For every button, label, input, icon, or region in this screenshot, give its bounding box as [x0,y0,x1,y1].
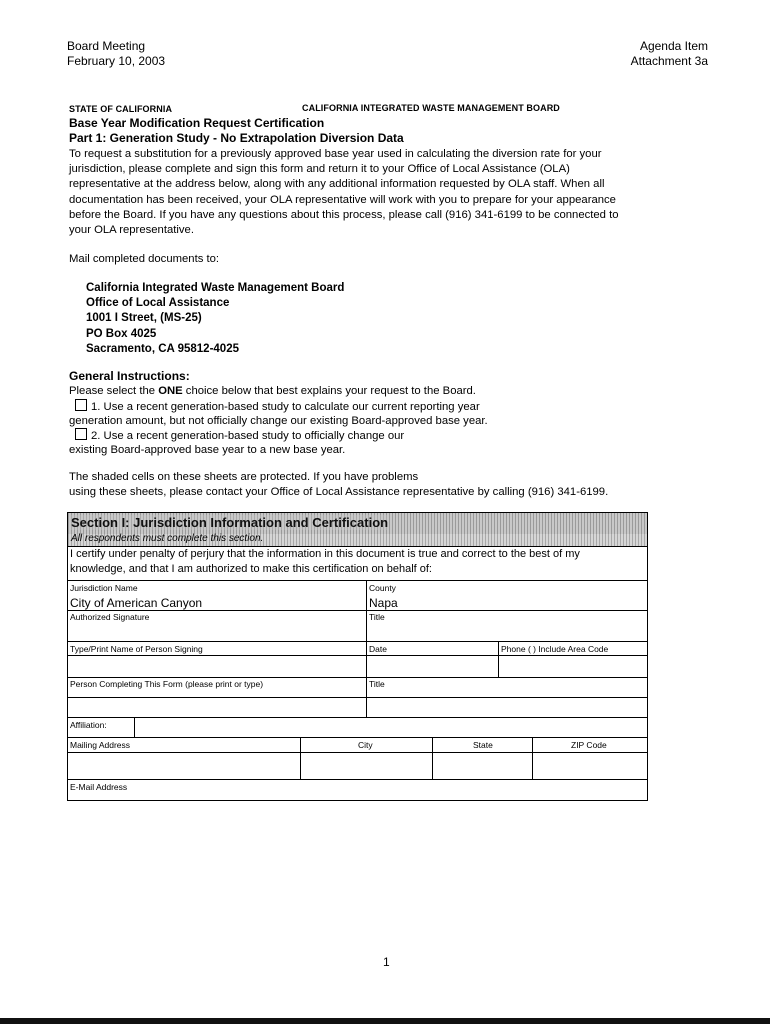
col-divider [366,580,367,717]
col-divider [498,641,499,677]
mailing-address-block [86,281,344,357]
form-title: Base Year Modification Request Certification [69,116,325,130]
col-divider [532,737,533,779]
mail-label: Mail completed documents to: [69,253,220,265]
shaded-note-line: using these sheets, please contact your Office of Local Assistance representative by calling (916) 341-6199. [69,486,609,499]
intro-line: To request a substitution for a previously approved base year used in calculating the diversion rate for your [69,148,602,160]
col-divider [134,717,135,737]
meeting-name: Board Meeting [67,39,146,53]
intro-line: jurisdiction, please complete and sign this form and return it to your Office of Local Assistance (OLA) [69,163,570,176]
option-2-text: 2. Use a recent generation-based study to officially change our [91,430,405,442]
intro-line: representative at the address below, along with any additional information requested by OLA staff. When all [69,178,605,191]
address-line: California Integrated Waste Management Board [86,282,345,294]
date-label: Date [369,644,387,654]
row-divider [68,580,647,581]
instructions-text [69,384,476,399]
meeting-header [67,39,165,69]
title-label: Title [369,612,385,622]
form-subtitle: Part 1: Generation Study - No Extrapolation Diversion Data [69,131,404,145]
section-title: Section I: Jurisdiction Information and Certification [71,515,389,530]
row-divider [68,641,647,642]
address-line: Office of Local Assistance [86,297,230,310]
person-completing-label: Person Completing This Form (please print or type) [70,679,264,689]
intro-paragraph [69,147,659,238]
jurisdiction-name-label: Jurisdiction Name [70,583,138,593]
address-line: Sacramento, CA 95812-4025 [86,342,239,355]
row-divider [68,737,647,738]
certification-text [70,547,645,576]
page-number: 1 [383,955,390,969]
col-divider [432,737,433,779]
section-instruction: All respondents must complete this section. [71,533,264,544]
agenda-item: Agenda Item [639,39,708,53]
row-divider [68,752,647,753]
cert-line: knowledge, and that I am authorized to make this certification on behalf of: [70,562,432,575]
row-divider [68,697,647,698]
intro-line: your OLA representative. [69,224,194,237]
option-2[interactable] [75,428,404,444]
county-label: County [369,583,396,593]
cert-line: I certify under penalty of perjury that the information in this document is true and correct to the best of my [70,548,580,560]
row-divider [68,717,647,718]
agenda-header [631,39,708,69]
affiliation-label: Affiliation: [70,720,107,730]
instructions-post: choice below that best explains your request to the Board. [182,385,476,397]
jurisdiction-name-field[interactable]: City of American Canyon [70,596,203,610]
board-label: CALIFORNIA INTEGRATED WASTE MANAGEMENT BOARD [302,103,560,113]
authorized-signature-label: Authorized Signature [70,612,150,622]
attachment-label: Attachment 3a [630,54,708,68]
address-line: PO Box 4025 [86,327,157,340]
option-1[interactable] [75,399,480,415]
section-header [68,513,647,535]
intro-line: before the Board. If you have any questions about this process, please call (916) 341-6199 to be connected to [69,208,619,221]
title-label-2: Title [369,679,385,689]
scan-edge [0,1018,770,1024]
col-divider [300,737,301,779]
option-2-checkbox[interactable] [75,428,87,440]
option-1-checkbox[interactable] [75,399,87,411]
mailing-address-label: Mailing Address [70,740,131,750]
option-1-text-cont: generation amount, but not officially change our existing Board-approved base year. [69,415,488,427]
state-label: STATE OF CALIFORNIA [69,104,173,114]
row-divider [68,779,647,780]
instructions-pre: Please select the [69,385,159,397]
section-subheader [68,534,647,547]
state-field-label: State [473,740,493,750]
shaded-note [69,470,608,500]
email-label: E-Mail Address [70,782,128,792]
row-divider [68,610,647,611]
row-divider [68,677,647,678]
phone-label: Phone ( ) Include Area Code [501,644,609,654]
jurisdiction-form [67,512,648,801]
option-2-text-cont: existing Board-approved base year to a new base year. [69,444,346,456]
print-name-label: Type/Print Name of Person Signing [70,644,203,654]
address-line: 1001 I Street, (MS-25) [86,312,202,325]
county-field[interactable]: Napa [369,596,398,610]
instructions-one: ONE [158,385,183,397]
row-divider [68,655,647,656]
zip-label: ZIP Code [571,740,607,750]
intro-line: documentation has been received, your OLA representative will work with you to prepare for your appearance [69,193,616,206]
meeting-date: February 10, 2003 [67,54,166,68]
shaded-note-line: The shaded cells on these sheets are protected. If you have problems [69,471,419,483]
instructions-heading: General Instructions: [69,369,190,383]
city-label: City [358,740,373,750]
option-1-text: 1. Use a recent generation-based study to calculate our current reporting year [91,401,480,413]
